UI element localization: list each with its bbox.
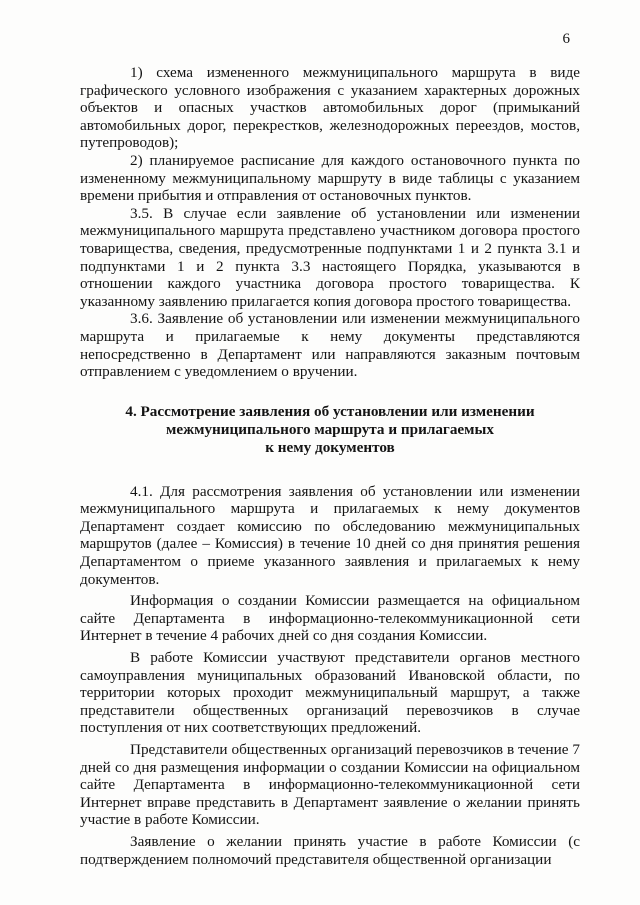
document-body [80,64,580,868]
section-4-heading-line-2: межмуниципального маршрута и прилагаемых [166,420,494,438]
paragraph-4-1: 4.1. Для рассмотрения заявления об установлении или изменении межмуниципального маршрута и прилагаемых к нему документов Департамент создает комиссию по обследованию межмуниципальных маршрутов (далее – Комиссия) в течение 10 дней со дня принятия решения Департаментом о приеме указанного заявления и прилагаемых к нему документов. [80,482,580,588]
section-4-heading [80,403,580,457]
paragraph-3-4-item-2: 2) планируемое расписание для каждого остановочного пункта по измененному межмуниципальному маршруту в виде таблицы с указанием времени прибытия и отправления от остановочных пунктов. [80,151,580,205]
paragraph-commission-members: В работе Комиссии участвуют представители органов местного самоуправления муниципальных образований Ивановской области, по территории которых проходит межмуниципальный маршрут, а также представители общественных организаций перевозчиков в случае поступления от них соответствующих предложений. [80,649,580,737]
paragraph-3-4-item-1: 1) схема измененного межмуниципального маршрута в виде графического условного изображения с указанием характерных дорожных объектов и опасных участков автомобильных дорог (примыканий автомобильных дорог, перекрестков, железнодорожных переездов, мостов, путепроводов); [80,64,580,152]
page-number: 6 [562,31,570,47]
paragraph-commission-info: Информация о создании Комиссии размещается на официальном сайте Департамента в информационно-телекоммуникационной сети Интернет в течение 4 рабочих дней со дня создания Комиссии. [80,592,580,645]
section-4-heading-line-3: к нему документов [265,438,395,456]
paragraph-3-5: 3.5. В случае если заявление об установлении или изменении межмуниципального маршрута представлено участником договора простого товарищества, сведения, предусмотренные подпунктами 1 и 2 пункта 3.1 и подпунктами 1 и 2 пункта 3.3 настоящего Порядка, указываются в отношении каждого участника договора простого товарищества. К указанному заявлению прилагается копия договора простого товарищества. [80,204,580,310]
paragraph-participation-application: Заявление о желании принять участие в работе Комиссии (с подтверждением полномочий представителя общественной организации [80,832,580,868]
paragraph-3-6: 3.6. Заявление об установлении или изменении межмуниципального маршрута и прилагаемые к нему документы представляются непосредственно в Департамент или направляются заказным почтовым отправлением с уведомлением о вручении. [80,310,580,381]
paragraph-carrier-representatives: Представители общественных организаций перевозчиков в течение 7 дней со дня размещения информации о создании Комиссии на официальном сайте Департамента в информационно-телекоммуникационной сети Интернет вправе представить в Департамент заявление о желании принять участие в работе Комиссии. [80,741,580,829]
section-4-heading-line-1: 4. Рассмотрение заявления об установлении или изменении [125,402,535,420]
